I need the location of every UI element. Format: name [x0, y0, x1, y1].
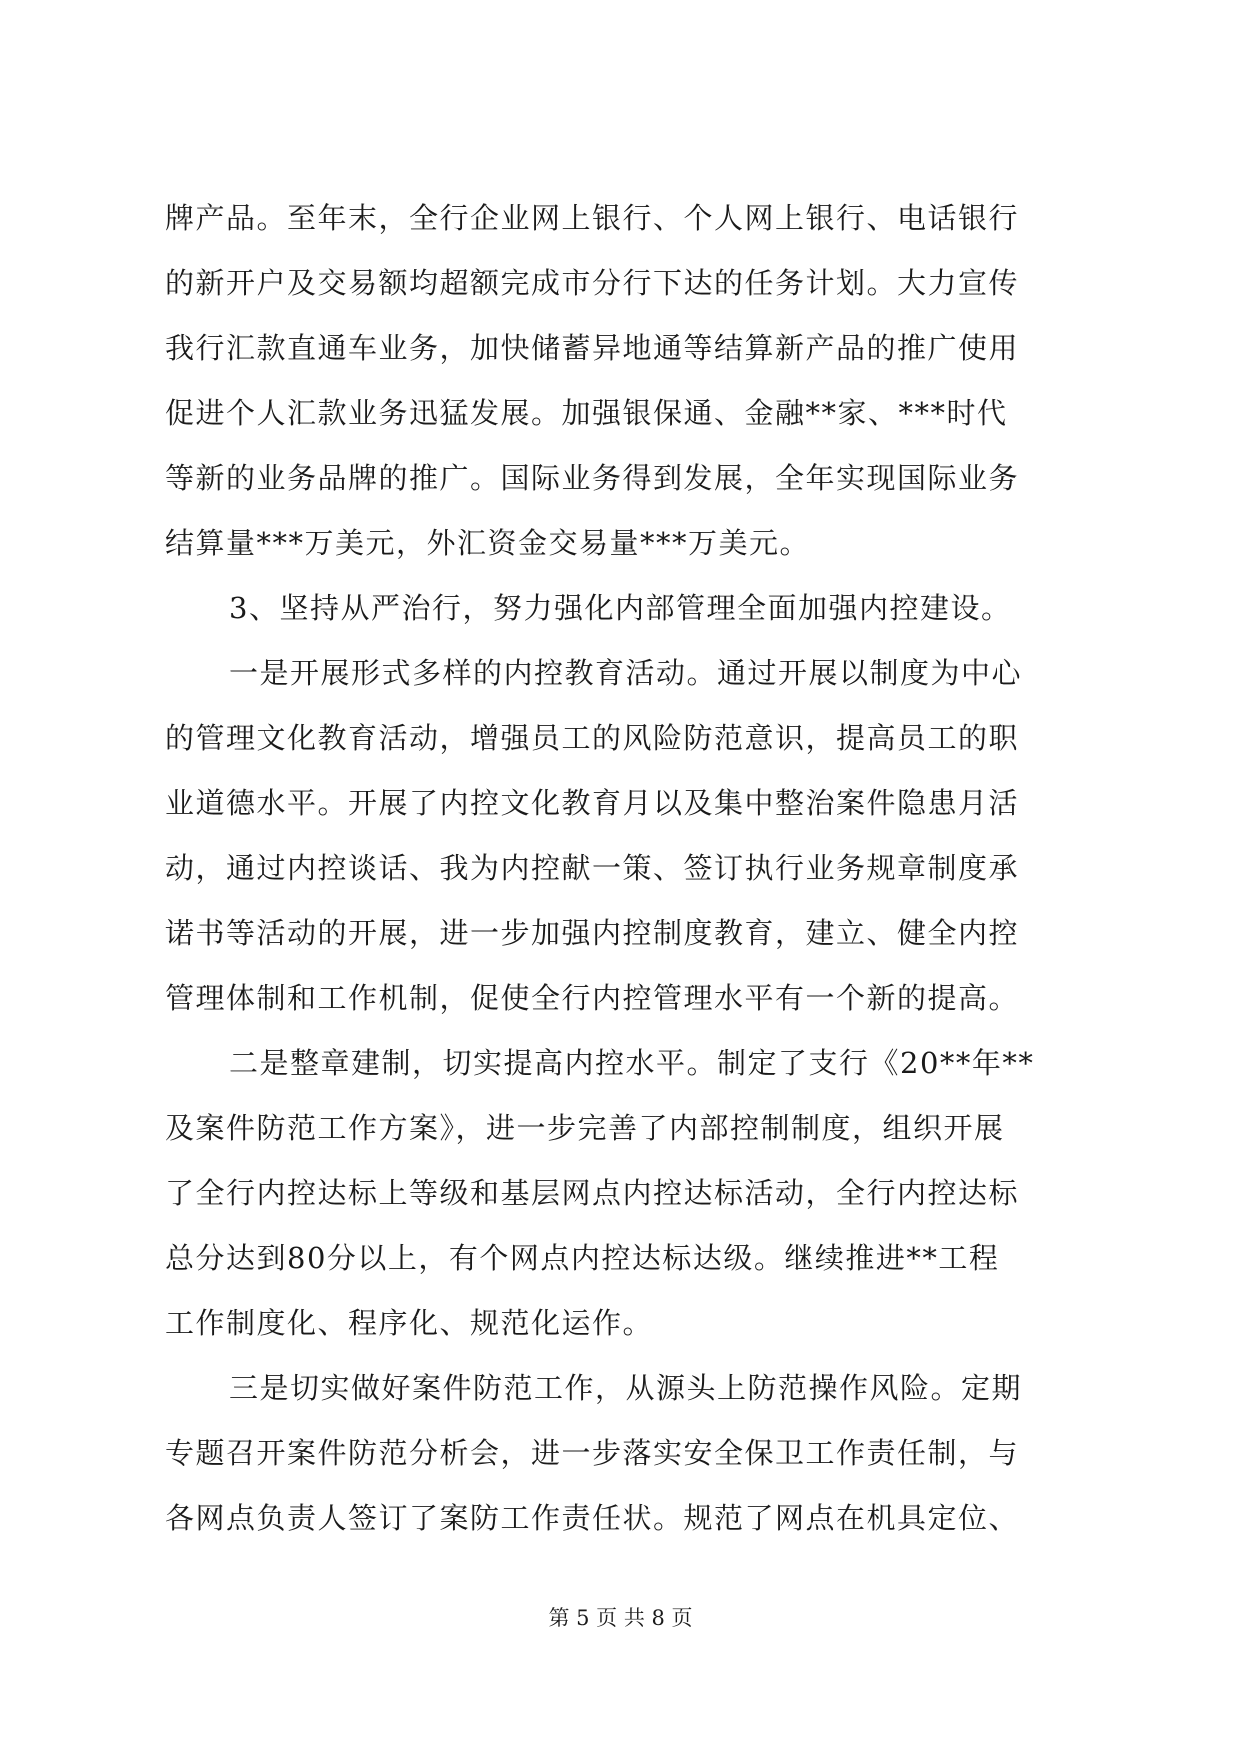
body-line-10: 业道德水平。开展了内控文化教育月以及集中整治案件隐患月活: [165, 786, 1020, 820]
paragraph-1-line-1: 一是开展形式多样的内控教育活动。通过开展以制度为中心: [229, 656, 1023, 690]
body-line-21: 各网点负责人签订了案防工作责任状。规范了网点在机具定位、: [165, 1501, 1020, 1535]
body-line-3: 我行汇款直通车业务，加快储蓄异地通等结算新产品的推广使用: [165, 331, 1020, 365]
body-line-11: 动，通过内控谈话、我为内控献一策、签订执行业务规章制度承: [165, 851, 1020, 885]
body-line-16: 了全行内控达标上等级和基层网点内控达标活动，全行内控达标: [165, 1176, 1020, 1210]
body-line-4: 促进个人汇款业务迅猛发展。加强银保通、金融**家、***时代: [165, 396, 1008, 430]
body-line-6: 结算量***万美元，外汇资金交易量***万美元。: [165, 526, 811, 560]
body-line-9: 的管理文化教育活动，增强员工的风险防范意识，提高员工的职: [165, 721, 1020, 755]
body-line-5: 等新的业务品牌的推广。国际业务得到发展，全年实现国际业务: [165, 461, 1020, 495]
section-heading: 3、坚持从严治行，努力强化内部管理全面加强内控建设。: [229, 591, 1012, 625]
body-line-12: 诺书等活动的开展，进一步加强内控制度教育，建立、健全内控: [165, 916, 1020, 950]
body-line-15: 及案件防范工作方案》，进一步完善了内部控制制度，组织开展: [165, 1111, 1005, 1145]
body-line-1: 牌产品。至年末，全行企业网上银行、个人网上银行、电话银行: [165, 201, 1020, 235]
paragraph-3-line-1: 三是切实做好案件防范工作，从源头上防范操作风险。定期: [229, 1371, 1023, 1405]
body-line-2: 的新开户及交易额均超额完成市分行下达的任务计划。大力宣传: [165, 266, 1020, 300]
body-line-13: 管理体制和工作机制，促使全行内控管理水平有一个新的提高。: [165, 981, 1020, 1015]
paragraph-2-line-1: 二是整章建制，切实提高内控水平。制定了支行《20**年**: [229, 1046, 1035, 1080]
body-line-17: 总分达到80分以上，有个网点内控达标达级。继续推进**工程: [165, 1241, 1000, 1275]
page-number-footer: 第 5 页 共 8 页: [548, 1606, 693, 1630]
body-line-20: 专题召开案件防范分析会，进一步落实安全保卫工作责任制，与: [165, 1436, 1020, 1470]
body-line-18: 工作制度化、程序化、规范化运作。: [165, 1306, 654, 1340]
